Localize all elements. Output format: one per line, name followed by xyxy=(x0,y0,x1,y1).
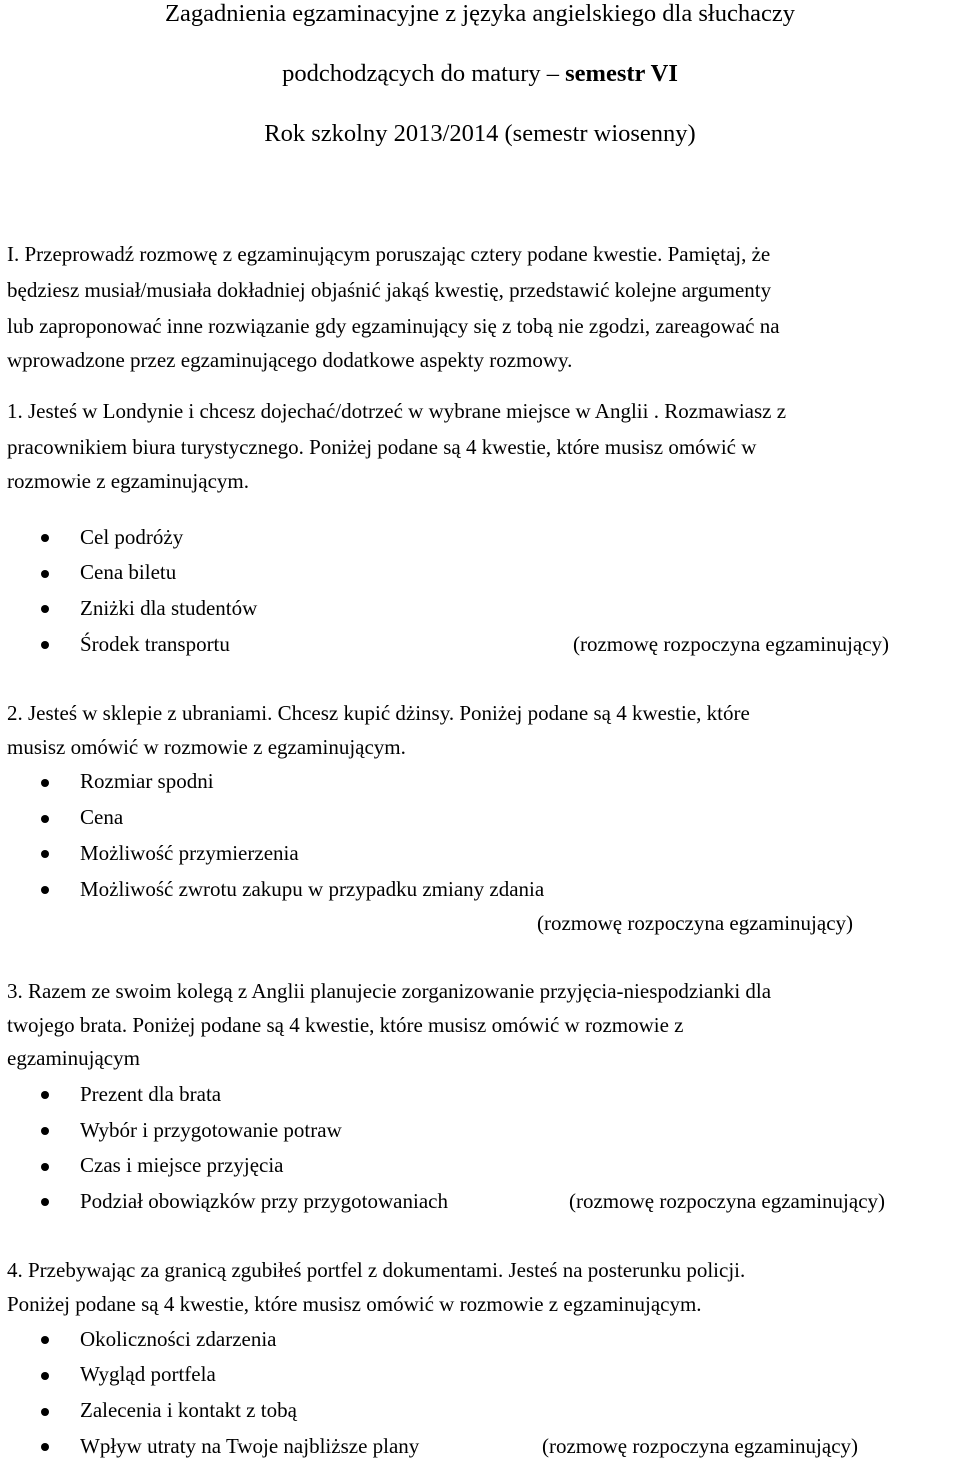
intro-line: I. Przeprowadź rozmowę z egzaminującym poruszając cztery podane kwestie. Pamiętaj, że xyxy=(7,242,771,266)
task-3-line: egzaminującym xyxy=(7,1046,140,1070)
task-1-item: Cel podróży xyxy=(80,525,184,549)
task-1-line: 1. Jesteś w Londynie i chcesz dojechać/dotrzeć w wybrane miejsce w Anglii . Rozmawiasz z xyxy=(7,399,787,423)
bullet-icon xyxy=(41,1091,49,1099)
task-1-note: (rozmowę rozpoczyna egzaminujący) xyxy=(573,632,890,656)
task-4-item: Wygląd portfela xyxy=(80,1362,216,1386)
task-2-note: (rozmowę rozpoczyna egzaminujący) xyxy=(537,911,854,935)
title-line-2 xyxy=(0,62,960,87)
semester-label: semestr VI xyxy=(565,60,678,87)
bullet-icon xyxy=(41,605,49,613)
title-line-3: Rok szkolny 2013/2014 (semestr wiosenny) xyxy=(264,120,696,147)
task-3-item: Prezent dla brata xyxy=(80,1082,222,1106)
intro-line: wprowadzone przez egzaminującego dodatkowe aspekty rozmowy. xyxy=(7,348,573,372)
task-1-item: Cena biletu xyxy=(80,560,177,584)
intro-line: będziesz musiał/musiała dokładniej objaśnić jakąś kwestię, przedstawić kolejne argumenty xyxy=(7,278,772,302)
task-4-item: Wpływ utraty na Twoje najbliższe plany xyxy=(80,1434,420,1458)
task-3-item: Podział obowiązków przy przygotowaniach xyxy=(80,1189,448,1213)
task-1-line: pracownikiem biura turystycznego. Poniżej podane są 4 kwestie, które musisz omówić w xyxy=(7,435,757,459)
bullet-icon xyxy=(41,815,49,823)
task-3-line: twojego brata. Poniżej podane są 4 kwestie, które musisz omówić w rozmowie z xyxy=(7,1013,684,1037)
task-4-line: 4. Przebywając za granicą zgubiłeś portfel z dokumentami. Jesteś na posterunku policji. xyxy=(7,1258,746,1282)
bullet-icon xyxy=(41,570,49,578)
intro-line: lub zaproponować inne rozwiązanie gdy egzaminujący się z tobą nie zgodzi, zareagować na xyxy=(7,314,780,338)
task-1-item: Zniżki dla studentów xyxy=(80,596,258,620)
task-1-line: rozmowie z egzaminującym. xyxy=(7,469,249,493)
title-line-2-text: podchodzących do matury – xyxy=(282,60,566,87)
task-3-item: Czas i miejsce przyjęcia xyxy=(80,1153,284,1177)
bullet-icon xyxy=(41,1163,49,1171)
task-4-note: (rozmowę rozpoczyna egzaminujący) xyxy=(542,1434,859,1458)
task-3-line: 3. Razem ze swoim kolegą z Anglii planujecie zorganizowanie przyjęcia-niespodzianki dla xyxy=(7,979,772,1003)
bullet-icon xyxy=(41,886,49,894)
bullet-icon xyxy=(41,1198,49,1206)
bullet-icon xyxy=(41,641,49,649)
bullet-icon xyxy=(41,1443,49,1451)
bullet-icon xyxy=(41,1372,49,1380)
task-2-line: 2. Jesteś w sklepie z ubraniami. Chcesz kupić dżinsy. Poniżej podane są 4 kwestie, które xyxy=(7,701,750,725)
task-2-item: Możliwość zwrotu zakupu w przypadku zmiany zdania xyxy=(80,877,545,901)
task-3-note: (rozmowę rozpoczyna egzaminujący) xyxy=(569,1189,886,1213)
bullet-icon xyxy=(41,534,49,542)
task-4-item: Okoliczności zdarzenia xyxy=(80,1327,277,1351)
bullet-icon xyxy=(41,1127,49,1135)
task-4-item: Zalecenia i kontakt z tobą xyxy=(80,1398,297,1422)
bullet-icon xyxy=(41,779,49,787)
task-2-item: Możliwość przymierzenia xyxy=(80,841,299,865)
task-4-line: Poniżej podane są 4 kwestie, które musisz omówić w rozmowie z egzaminującym. xyxy=(7,1292,702,1316)
task-2-item: Rozmiar spodni xyxy=(80,769,214,793)
title-line-1: Zagadnienia egzaminacyjne z języka angielskiego dla słuchaczy xyxy=(165,0,795,27)
task-2-item: Cena xyxy=(80,805,124,829)
task-3-item: Wybór i przygotowanie potraw xyxy=(80,1118,342,1142)
bullet-icon xyxy=(41,1336,49,1344)
task-2-line: musisz omówić w rozmowie z egzaminującym. xyxy=(7,735,406,759)
bullet-icon xyxy=(41,850,49,858)
task-1-item: Środek transportu xyxy=(80,632,230,656)
bullet-icon xyxy=(41,1408,49,1416)
